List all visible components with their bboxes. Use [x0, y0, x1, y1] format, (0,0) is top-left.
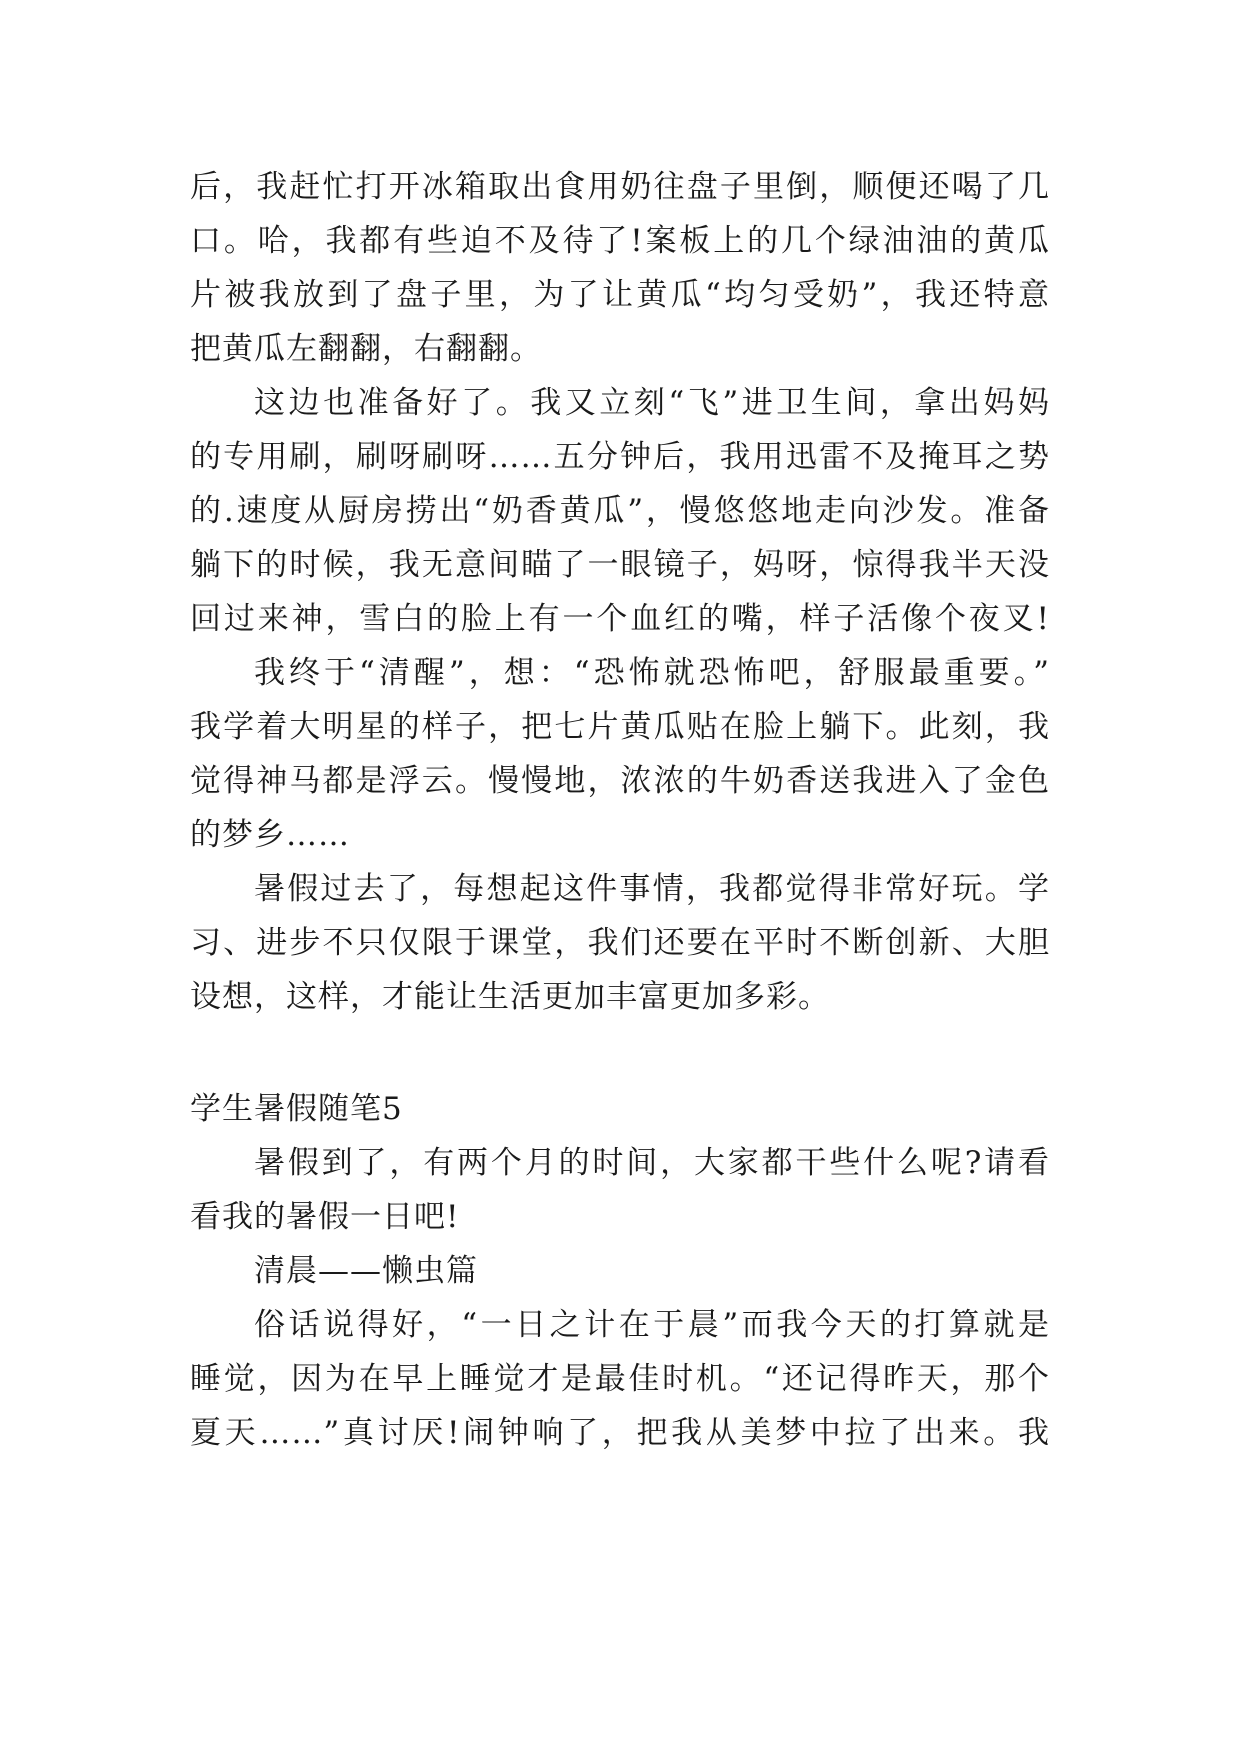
- text-line: 设想，这样，才能让生活更加丰富更加多彩。: [190, 979, 830, 1015]
- text-line: 暑假过去了，每想起这件事情，我都觉得非常好玩。学: [254, 871, 1050, 907]
- essay-part-2: [190, 1136, 1050, 1460]
- text-line: 我终于“清醒”，想：“恐怖就恐怖吧，舒服最重要。”: [254, 655, 1050, 691]
- text-line: 我学着大明星的样子，把七片黄瓜贴在脸上躺下。此刻，我: [190, 709, 1050, 745]
- text-line: 这边也准备好了。我又立刻“飞”进卫生间，拿出妈妈: [254, 385, 1050, 421]
- text-line: 暑假到了，有两个月的时间，大家都干些什么呢?请看: [254, 1145, 1050, 1181]
- section-title: 学生暑假随笔5: [190, 1091, 403, 1127]
- text-line: 觉得神马都是浮云。慢慢地，浓浓的牛奶香送我进入了金色: [190, 763, 1050, 799]
- document-body: [190, 160, 1050, 1460]
- text-line: 俗话说得好，“一日之计在于晨”而我今天的打算就是: [254, 1307, 1050, 1343]
- text-line: 躺下的时候，我无意间瞄了一眼镜子，妈呀，惊得我半天没: [190, 547, 1050, 583]
- section-gap: [190, 1024, 1050, 1082]
- text-line: 清晨——懒虫篇: [254, 1253, 478, 1289]
- text-line: 习、进步不只仅限于课堂，我们还要在平时不断创新、大胆: [190, 925, 1050, 961]
- text-line: 片被我放到了盘子里，为了让黄瓜“均匀受奶”，我还特意: [190, 277, 1050, 313]
- text-line: 睡觉，因为在早上睡觉才是最佳时机。“还记得昨天，那个: [190, 1361, 1050, 1397]
- text-line: 夏天……”真讨厌!闹钟响了，把我从美梦中拉了出来。我: [190, 1415, 1050, 1451]
- text-line: 的.速度从厨房捞出“奶香黄瓜”，慢悠悠地走向沙发。准备: [190, 493, 1050, 529]
- text-line: 的专用刷，刷呀刷呀……五分钟后，我用迅雷不及掩耳之势: [190, 439, 1050, 475]
- text-line: 把黄瓜左翻翻，右翻翻。: [190, 331, 542, 367]
- text-line: 的梦乡……: [190, 817, 350, 853]
- text-line: 看我的暑假一日吧!: [190, 1199, 460, 1235]
- text-line: 口。哈，我都有些迫不及待了!案板上的几个绿油油的黄瓜: [190, 223, 1050, 259]
- essay-part-1: [190, 160, 1050, 1024]
- text-line: 回过来神，雪白的脸上有一个血红的嘴，样子活像个夜叉!: [190, 601, 1050, 637]
- text-line: 后，我赶忙打开冰箱取出食用奶往盘子里倒，顺便还喝了几: [190, 169, 1050, 205]
